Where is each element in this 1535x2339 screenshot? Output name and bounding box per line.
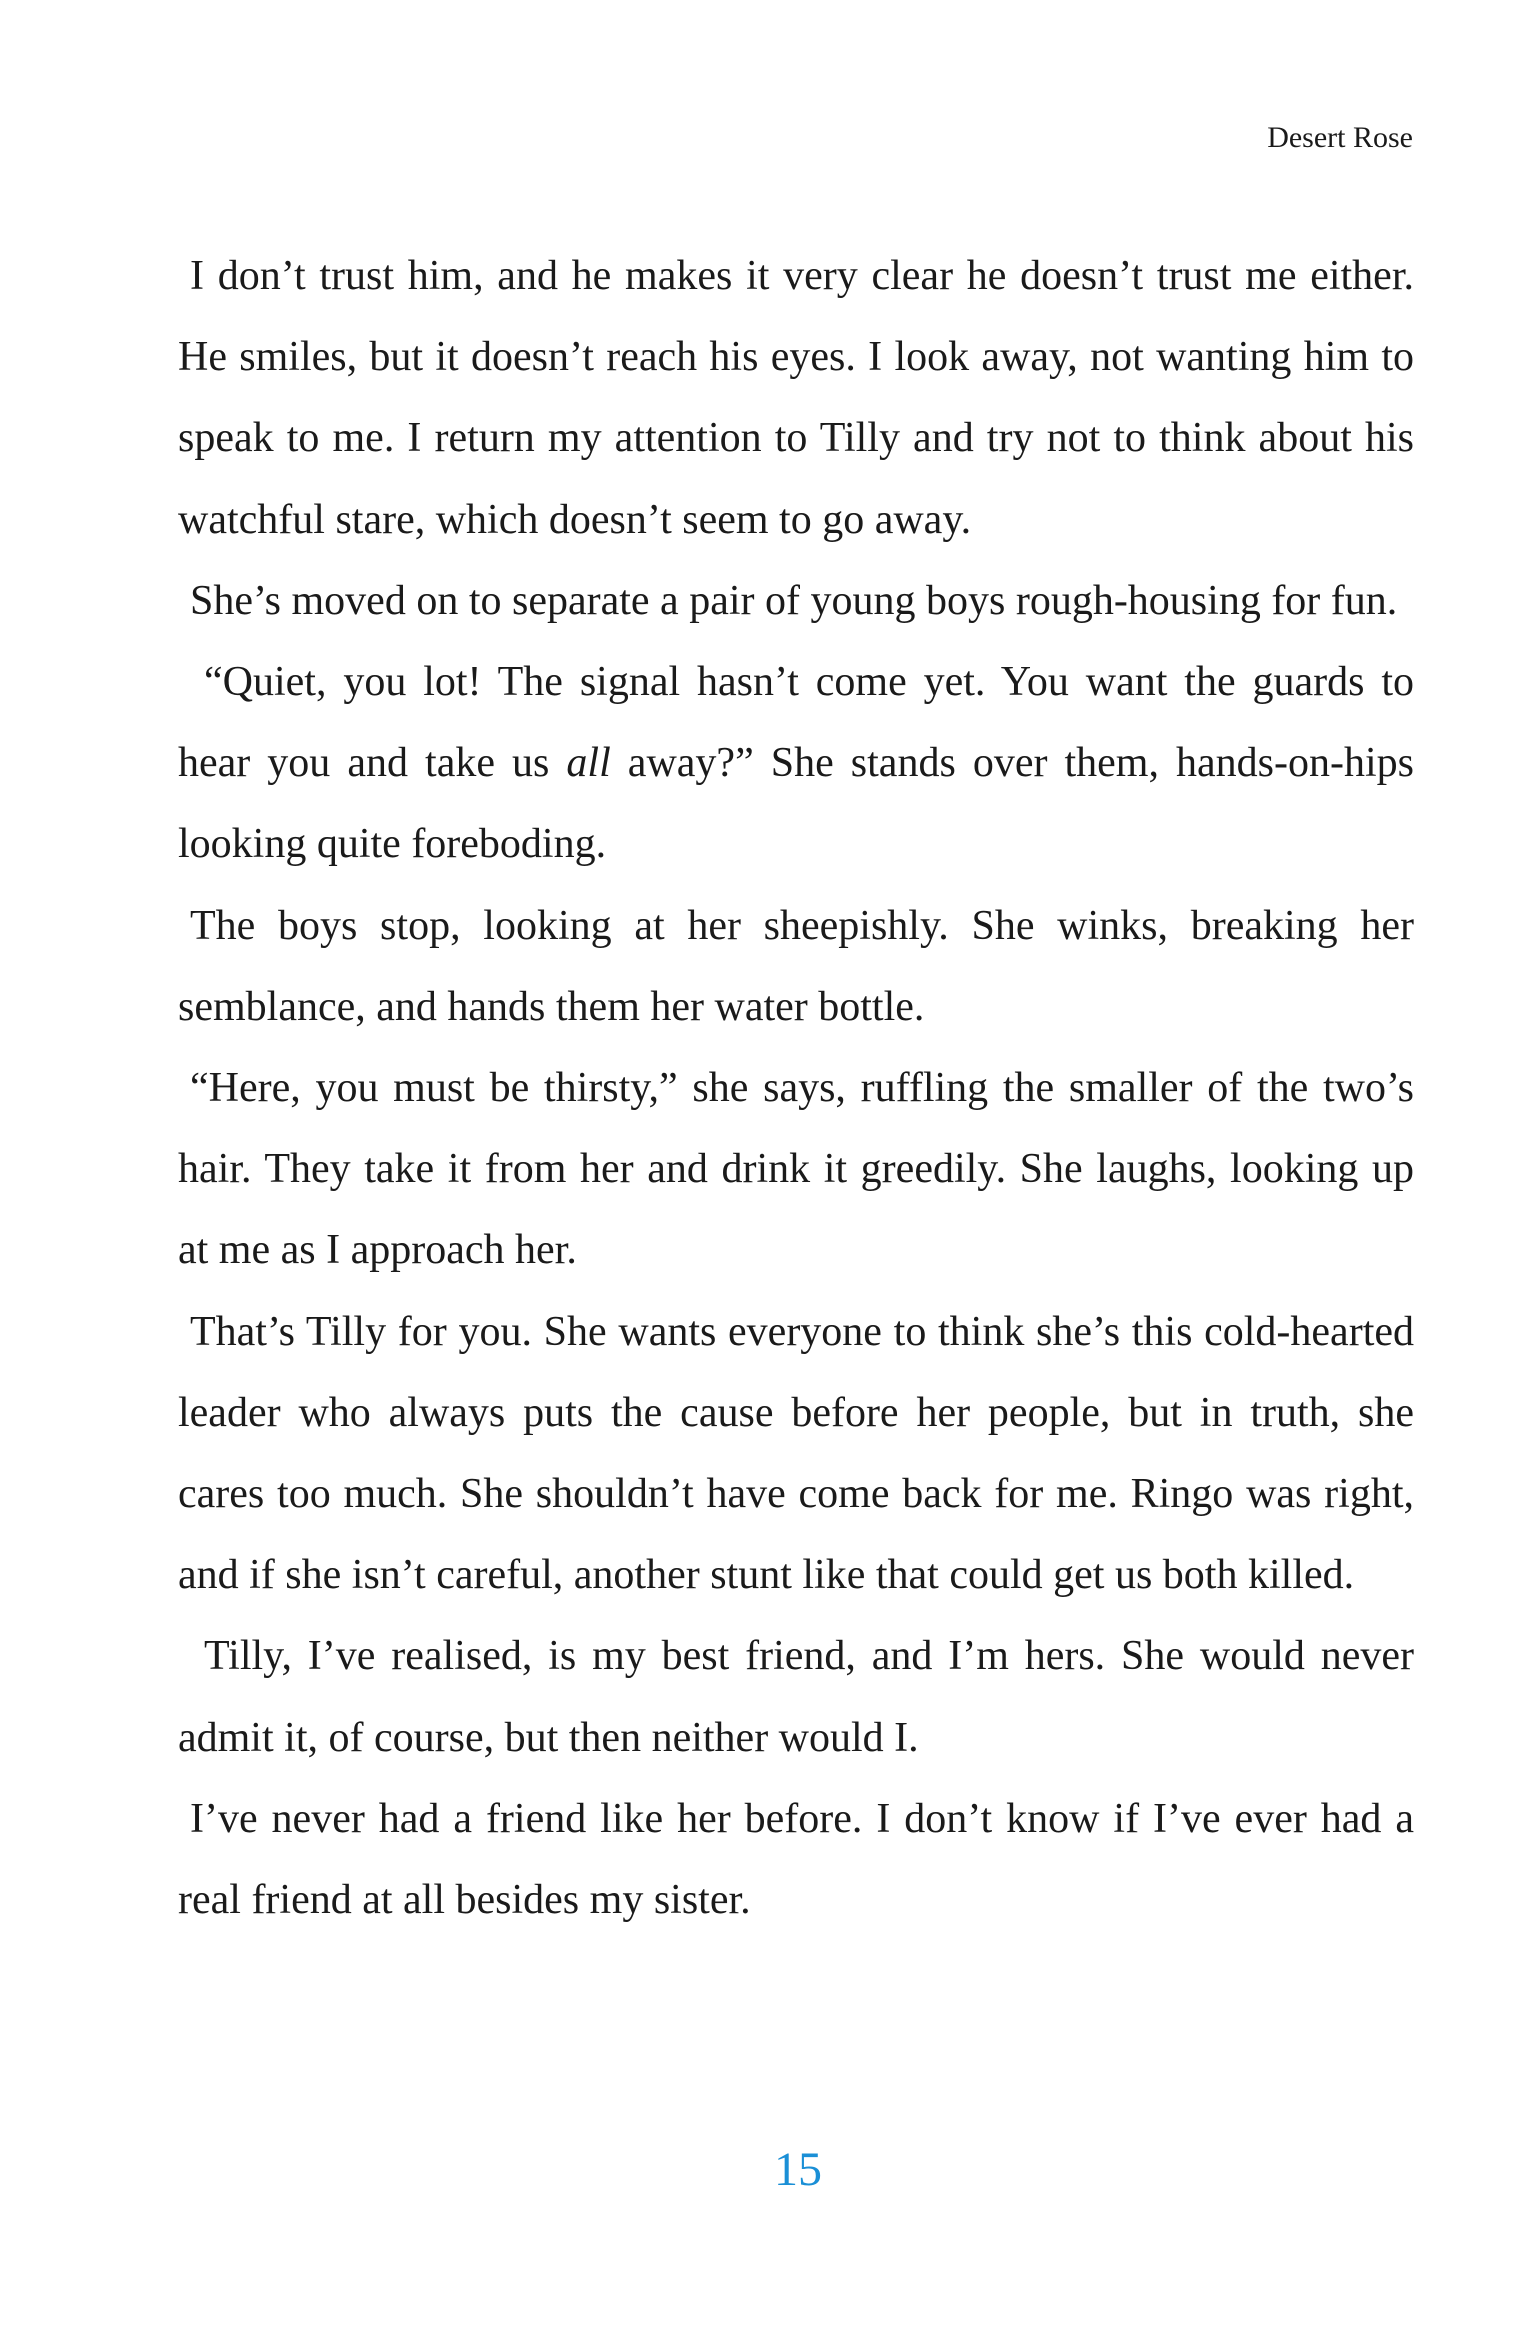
paragraph-5: “Here, you must be thirsty,” she says, ruffling the smaller of the two’s hair. They take it from her and drink it greedily. She laughs, looking up at me as I approach her. <box>178 1065 1414 1274</box>
paragraph-6: That’s Tilly for you. She wants everyone to think she’s this cold-hearted leader who always puts the cause before her people, but in truth, she cares too much. She shouldn’t have come back for me. Ringo was right, and if she isn’t careful, another stunt like that could get us both killed. <box>178 1308 1414 1599</box>
paragraph-3-text-start: “Quiet, you lot! The signal hasn’t come yet. You want the guards to hear you and take us <box>178 659 1414 787</box>
paragraph-3-text-end: away?” She stands over them, hands-on-hips looking quite foreboding. <box>178 740 1414 868</box>
paragraph-3 <box>178 642 1414 886</box>
paragraph-3-emphasis: all <box>566 740 611 787</box>
paragraph-8: I’ve never had a friend like her before. I don’t know if I’ve ever had a real friend at all besides my sister. <box>178 1795 1414 1924</box>
page-number: 15 <box>774 2143 822 2196</box>
paragraph-7: Tilly, I’ve realised, is my best friend, and I’m hers. She would never admit it, of course, but then neither would I. <box>178 1633 1414 1761</box>
body-text <box>178 236 1414 1941</box>
paragraph-2: She’s moved on to separate a pair of young boys rough-housing for fun. <box>190 577 1398 624</box>
running-header: Desert Rose <box>1267 121 1413 154</box>
paragraph-4: The boys stop, looking at her sheepishly. She winks, breaking her semblance, and hands them her water bottle. <box>178 902 1414 1030</box>
paragraph-1: I don’t trust him, and he makes it very clear he doesn’t trust me either. He smiles, but it doesn’t reach his eyes. I look away, not wanting him to speak to me. I return my attention to Tilly and try not to think about his watchful stare, which doesn’t seem to go away. <box>178 253 1414 543</box>
